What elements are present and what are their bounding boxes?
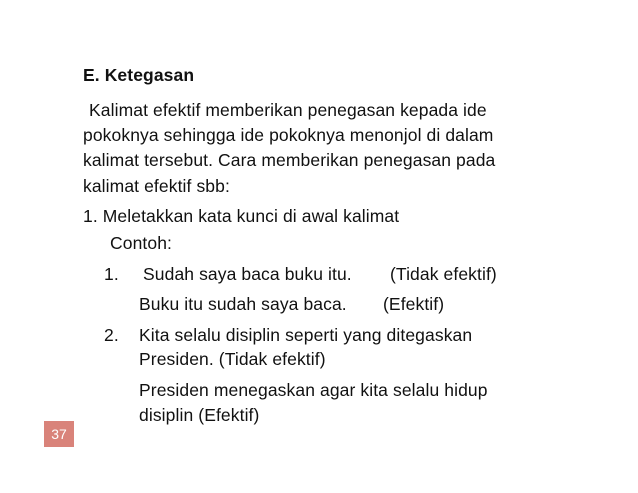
example-2-line-1: Kita selalu disiplin seperti yang ditegaskan [139,325,473,345]
example-2-correct-line-1: Presiden menegaskan agar kita selalu hidup [139,380,488,400]
page-number-badge: 37 [44,421,74,447]
example-2-number: 2. [104,325,119,345]
example-1-sentence: Sudah saya baca buku itu. [143,264,352,284]
example-1-number: 1. [104,264,119,284]
example-2-line-2: Presiden. (Tidak efektif) [139,349,326,369]
paragraph-line-2: pokoknya sehingga ide pokoknya menonjol di dalam [83,125,494,145]
paragraph-line-3: kalimat tersebut. Cara memberikan penegasan pada [83,150,496,170]
paragraph-line-4: kalimat efektif sbb: [83,176,230,196]
example-label: Contoh: [110,233,172,253]
example-1-verdict: (Tidak efektif) [390,264,497,284]
section-heading: E. Ketegasan [83,65,195,85]
example-1-correct-verdict: (Efektif) [383,294,445,314]
paragraph-line-1: Kalimat efektif memberikan penegasan kepada ide [89,100,487,120]
example-2-correct-line-2: disiplin (Efektif) [139,405,260,425]
point-1: 1. Meletakkan kata kunci di awal kalimat [83,206,400,226]
example-1-correct-sentence: Buku itu sudah saya baca. [139,294,347,314]
